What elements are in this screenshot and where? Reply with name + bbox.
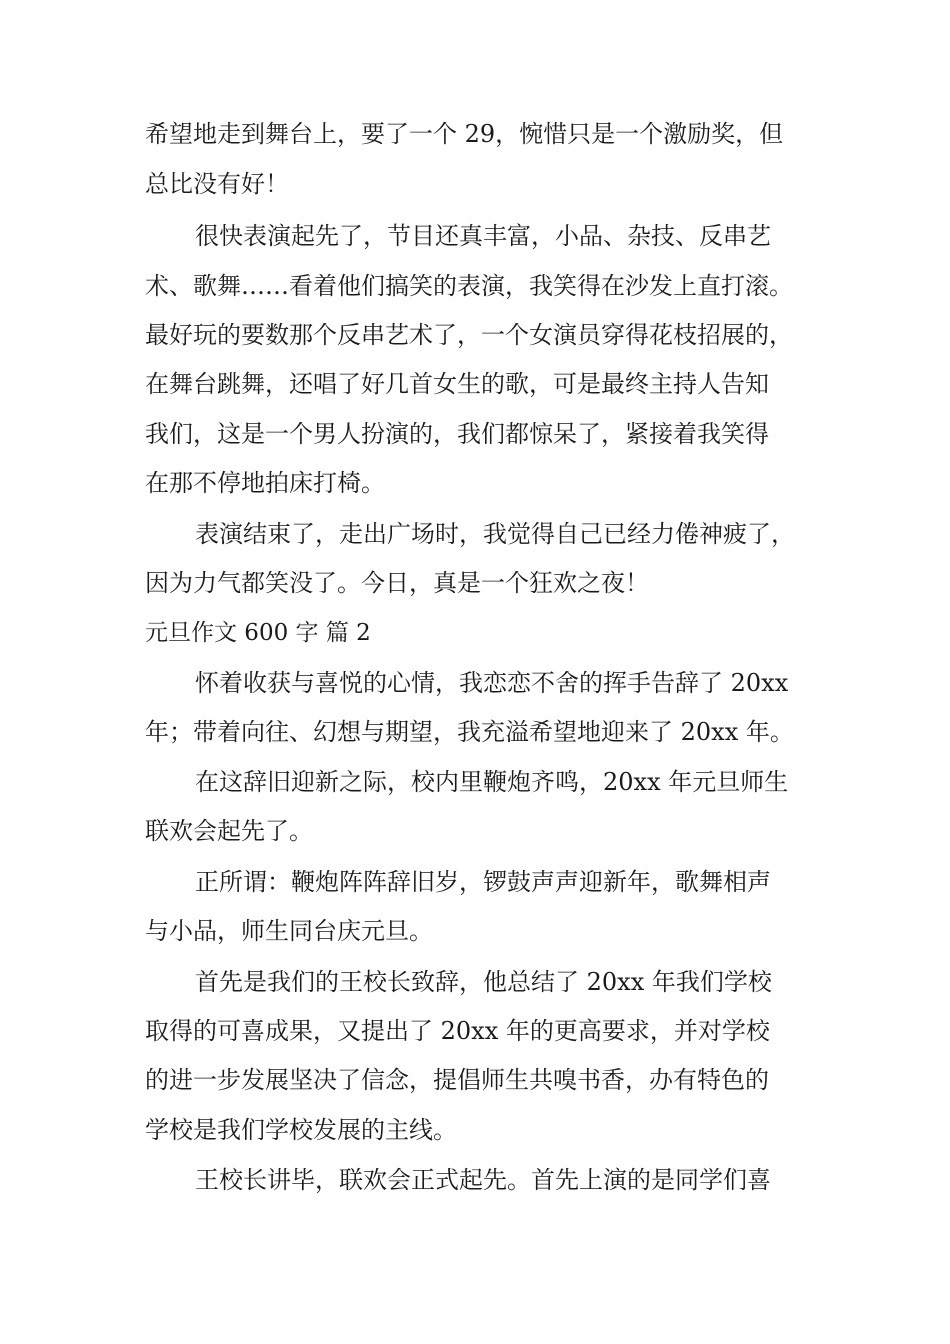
text-line: 我们，这是一个男人扮演的，我们都惊呆了，紧接着我笑得 xyxy=(145,420,769,448)
text-line: 因为力气都笑没了。今日，真是一个狂欢之夜！ xyxy=(145,569,649,597)
text-line: 取得的可喜成果，又提出了 20xx 年的更高要求，并对学校 xyxy=(145,1017,770,1045)
text-line: 总比没有好！ xyxy=(145,170,289,198)
paragraph-first-line: 很快表演起先了，节目还真丰富，小品、杂技、反串艺 xyxy=(195,222,771,250)
text-line: 的进一步发展坚决了信念，提倡师生共嗅书香，办有特色的 xyxy=(145,1066,769,1094)
text-line: 术、歌舞……看着他们搞笑的表演，我笑得在沙发上直打滚。 xyxy=(145,272,793,300)
text-line: 年；带着向往、幻想与期望，我充溢希望地迎来了 20xx 年。 xyxy=(145,718,794,746)
text-line: 学校是我们学校发展的主线。 xyxy=(145,1116,457,1144)
paragraph-first-line: 王校长讲毕，联欢会正式起先。首先上演的是同学们喜 xyxy=(195,1166,771,1194)
paragraph-first-line: 正所谓：鞭炮阵阵辞旧岁，锣鼓声声迎新年，歌舞相声 xyxy=(195,868,771,896)
paragraph-first-line: 表演结束了，走出广场时，我觉得自己已经力倦神疲了， xyxy=(195,520,795,548)
text-line: 最好玩的要数那个反串艺术了，一个女演员穿得花枝招展的， xyxy=(145,321,793,349)
paragraph-first-line: 在这辞旧迎新之际，校内里鞭炮齐鸣，20xx 年元旦师生 xyxy=(195,768,789,796)
text-line: 希望地走到舞台上，要了一个 29，惋惜只是一个激励奖，但 xyxy=(145,120,784,148)
text-line: 在舞台跳舞，还唱了好几首女生的歌，可是最终主持人告知 xyxy=(145,370,769,398)
paragraph-first-line: 首先是我们的王校长致辞，他总结了 20xx 年我们学校 xyxy=(195,968,772,996)
text-line: 与小品，师生同台庆元旦。 xyxy=(145,917,433,945)
section-heading: 元旦作文 600 字 篇 2 xyxy=(145,620,371,646)
text-line: 在那不停地拍床打椅。 xyxy=(145,469,385,497)
paragraph-first-line: 怀着收获与喜悦的心情，我恋恋不舍的挥手告辞了 20xx xyxy=(195,669,789,697)
text-line: 联欢会起先了。 xyxy=(145,817,313,845)
